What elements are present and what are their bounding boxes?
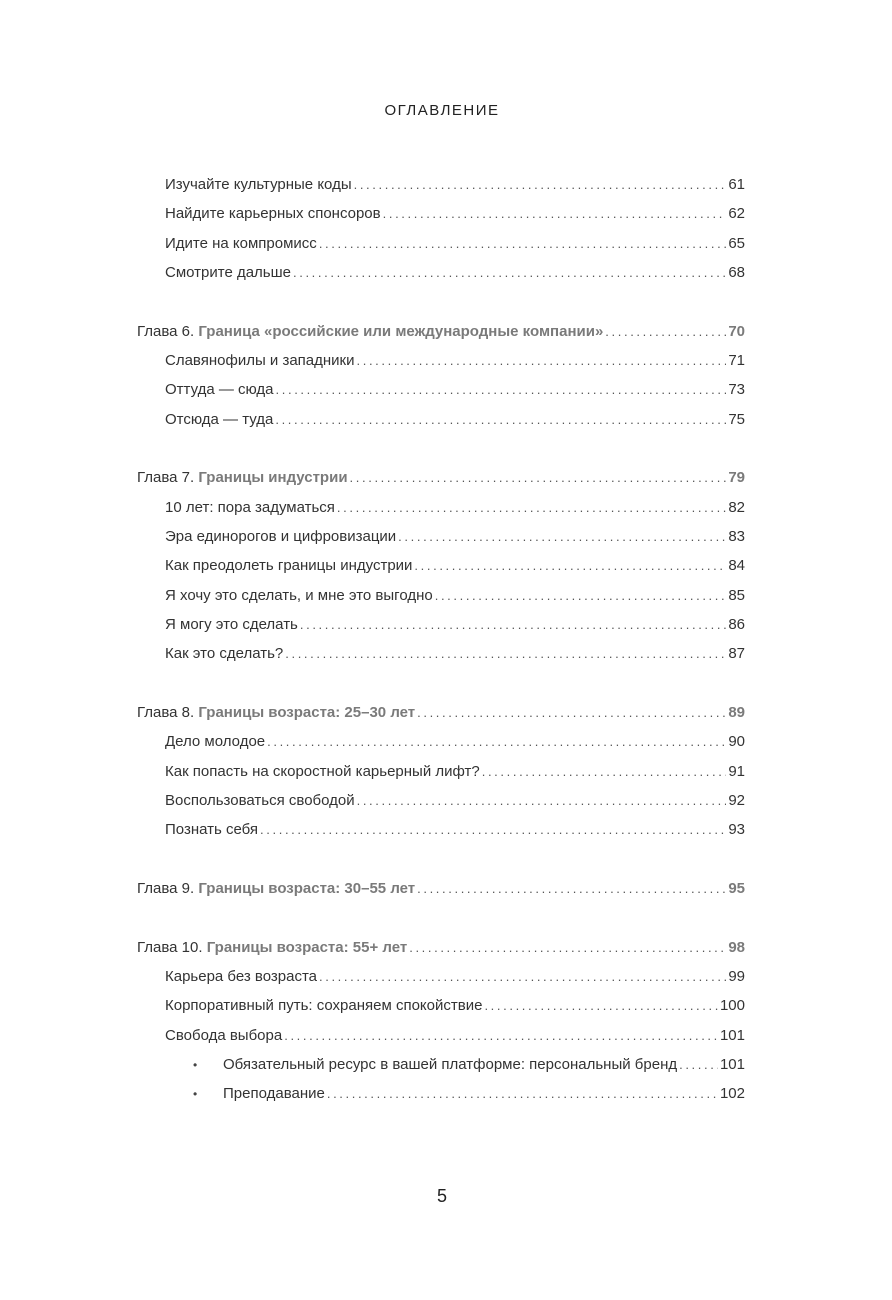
dot-leader bbox=[357, 346, 727, 375]
toc-entry[interactable] bbox=[137, 581, 745, 610]
bullet-icon: • bbox=[193, 1087, 198, 1102]
dot-leader bbox=[398, 522, 726, 551]
toc-entry[interactable] bbox=[137, 258, 745, 287]
dot-leader bbox=[383, 199, 727, 228]
table-of-contents bbox=[137, 170, 745, 1138]
toc-entry-title: Дело молодое bbox=[165, 733, 266, 751]
toc-entry-title: Как преодолеть границы индустрии bbox=[165, 557, 413, 575]
toc-entry-title: Я могу это сделать bbox=[165, 615, 298, 633]
toc-bullet-entry[interactable] bbox=[137, 1079, 745, 1108]
chapter-title: Границы возраста: 25–30 лет bbox=[198, 703, 416, 721]
toc-entry-title: Преподавание bbox=[223, 1085, 325, 1103]
chapter-page: 98 bbox=[728, 938, 745, 956]
dot-leader bbox=[435, 581, 727, 610]
chapter-heading[interactable] bbox=[137, 874, 745, 903]
toc-group-continuation bbox=[137, 170, 745, 287]
dot-leader bbox=[417, 874, 726, 903]
toc-entry[interactable] bbox=[137, 610, 745, 639]
dot-leader bbox=[679, 1050, 718, 1079]
toc-entry-page: 68 bbox=[728, 263, 745, 281]
chapter-title: Граница «российские или международные компании» bbox=[198, 322, 604, 340]
dot-leader bbox=[414, 551, 726, 580]
dot-leader bbox=[293, 258, 726, 287]
chapter-title: Границы возраста: 55+ лет bbox=[206, 938, 408, 956]
page-title: ОГЛАВЛЕНИЕ bbox=[384, 102, 500, 119]
dot-leader bbox=[285, 639, 726, 668]
dot-leader bbox=[319, 229, 727, 258]
toc-entry[interactable] bbox=[137, 522, 745, 551]
dot-leader bbox=[337, 493, 726, 522]
toc-entry-page: 102 bbox=[719, 1085, 745, 1103]
toc-entry-title: Обязательный ресурс в вашей платформе: персональный бренд bbox=[223, 1055, 678, 1073]
dot-leader bbox=[300, 610, 726, 639]
dot-leader bbox=[276, 375, 727, 404]
toc-entry-title: Отсюда — туда bbox=[165, 410, 274, 428]
toc-entry-page: 71 bbox=[728, 351, 745, 369]
dot-leader bbox=[260, 815, 726, 844]
toc-entry[interactable] bbox=[137, 551, 745, 580]
chapter-prefix: Глава 8. bbox=[137, 703, 195, 721]
toc-entry[interactable] bbox=[137, 405, 745, 434]
toc-entry-title: Идите на компромисс bbox=[165, 234, 317, 252]
chapter-page: 79 bbox=[728, 469, 745, 487]
dot-leader bbox=[409, 933, 726, 962]
dot-leader bbox=[482, 757, 727, 786]
dot-leader bbox=[484, 991, 718, 1020]
toc-entry-title: Я хочу это сделать, и мне это выгодно bbox=[165, 586, 433, 604]
chapter-title: Границы возраста: 30–55 лет bbox=[198, 879, 416, 897]
toc-entry[interactable] bbox=[137, 1021, 745, 1050]
toc-chapter-7 bbox=[137, 463, 745, 668]
dot-leader bbox=[327, 1079, 718, 1108]
toc-entry-page: 75 bbox=[728, 410, 745, 428]
chapter-heading[interactable] bbox=[137, 698, 745, 727]
dot-leader bbox=[284, 1021, 718, 1050]
toc-chapter-8 bbox=[137, 698, 745, 844]
chapter-heading[interactable] bbox=[137, 933, 745, 962]
toc-entry[interactable] bbox=[137, 786, 745, 815]
toc-entry-page: 90 bbox=[728, 733, 745, 751]
dot-leader bbox=[267, 727, 726, 756]
chapter-prefix: Глава 7. bbox=[137, 469, 195, 487]
chapter-heading[interactable] bbox=[137, 463, 745, 492]
toc-entry-page: 92 bbox=[728, 791, 745, 809]
dot-leader bbox=[354, 170, 727, 199]
toc-entry-page: 83 bbox=[728, 527, 745, 545]
dot-leader bbox=[417, 698, 726, 727]
toc-entry-title: Свобода выбора bbox=[165, 1026, 283, 1044]
toc-chapter-9 bbox=[137, 874, 745, 903]
toc-entry[interactable] bbox=[137, 229, 745, 258]
toc-entry-page: 100 bbox=[719, 997, 745, 1015]
chapter-prefix: Глава 10. bbox=[137, 938, 203, 956]
bullet-icon: • bbox=[193, 1057, 198, 1072]
toc-entry-title: Познать себя bbox=[165, 821, 259, 839]
chapter-prefix: Глава 6. bbox=[137, 322, 195, 340]
page-number: 5 bbox=[436, 1186, 447, 1206]
toc-entry[interactable] bbox=[137, 493, 745, 522]
toc-entry-page: 87 bbox=[728, 645, 745, 663]
toc-entry-title: 10 лет: пора задуматься bbox=[165, 498, 335, 516]
dot-leader bbox=[605, 317, 726, 346]
toc-entry-title: Изучайте культурные коды bbox=[165, 176, 352, 193]
toc-entry-page: 65 bbox=[728, 234, 745, 252]
chapter-title: Границы индустрии bbox=[198, 469, 348, 487]
toc-entry-page: 73 bbox=[728, 381, 745, 399]
chapter-page: 95 bbox=[728, 879, 745, 897]
toc-entry-page: 62 bbox=[728, 205, 745, 223]
toc-entry[interactable] bbox=[137, 346, 745, 375]
toc-entry-page: 101 bbox=[719, 1055, 745, 1073]
toc-entry-page: 61 bbox=[728, 176, 745, 193]
toc-entry-page: 84 bbox=[728, 557, 745, 575]
toc-entry[interactable] bbox=[137, 639, 745, 668]
toc-entry-title: Как попасть на скоростной карьерный лифт? bbox=[165, 762, 480, 780]
toc-bullet-entry[interactable] bbox=[137, 1050, 745, 1079]
toc-entry[interactable] bbox=[137, 962, 745, 991]
toc-entry-title: Оттуда — сюда bbox=[165, 381, 274, 399]
dot-leader bbox=[319, 962, 726, 991]
toc-entry-page: 91 bbox=[728, 762, 745, 780]
chapter-page: 70 bbox=[728, 322, 745, 340]
toc-entry-page: 82 bbox=[728, 498, 745, 516]
dot-leader bbox=[357, 786, 727, 815]
toc-entry-title: Найдите карьерных спонсоров bbox=[165, 205, 381, 223]
chapter-page: 89 bbox=[728, 703, 745, 721]
dot-leader bbox=[350, 463, 727, 492]
toc-entry-page: 86 bbox=[728, 615, 745, 633]
toc-chapter-6 bbox=[137, 317, 745, 434]
toc-entry-title: Славянофилы и западники bbox=[165, 351, 355, 369]
toc-entry[interactable] bbox=[137, 727, 745, 756]
chapter-prefix: Глава 9. bbox=[137, 879, 195, 897]
toc-entry-title: Эра единорогов и цифровизации bbox=[165, 527, 397, 545]
toc-entry[interactable] bbox=[137, 375, 745, 404]
toc-chapter-10 bbox=[137, 933, 745, 1109]
toc-entry[interactable] bbox=[137, 757, 745, 786]
toc-entry-page: 85 bbox=[728, 586, 745, 604]
toc-entry[interactable] bbox=[137, 199, 745, 228]
toc-entry-title: Воспользоваться свободой bbox=[165, 791, 355, 809]
chapter-heading[interactable] bbox=[137, 317, 745, 346]
toc-entry-title: Карьера без возраста bbox=[165, 968, 317, 986]
toc-entry-page: 99 bbox=[728, 968, 745, 986]
toc-entry-title: Как это сделать? bbox=[165, 645, 284, 663]
toc-entry-page: 101 bbox=[719, 1026, 745, 1044]
toc-entry-title: Корпоративный путь: сохраняем спокойствие bbox=[165, 997, 483, 1015]
toc-entry-page: 93 bbox=[728, 821, 745, 839]
toc-entry[interactable] bbox=[137, 991, 745, 1020]
toc-entry[interactable] bbox=[137, 170, 745, 199]
toc-entry-title: Смотрите дальше bbox=[165, 263, 291, 281]
toc-entry[interactable] bbox=[137, 815, 745, 844]
dot-leader bbox=[275, 405, 726, 434]
